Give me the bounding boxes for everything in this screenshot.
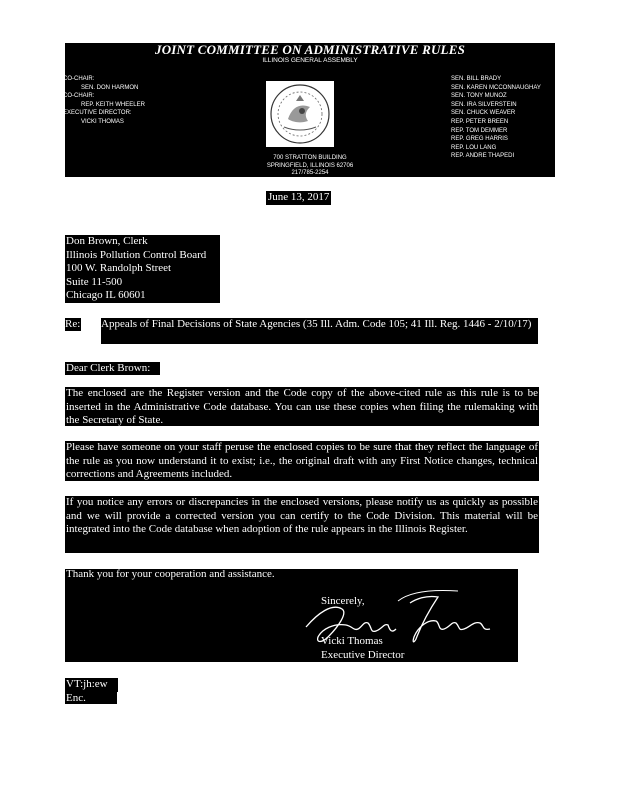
re-label: Re: — [65, 318, 81, 330]
member-name: REP. ANDRE THAPEDI — [451, 153, 515, 160]
recipient-city: Chicago IL 60601 — [66, 289, 146, 302]
address-line: SPRINGFIELD, ILLINOIS 62706 — [266, 162, 354, 169]
member-name: REP. GREG HARRIS — [451, 136, 508, 143]
signer-name: Vicki Thomas — [321, 635, 383, 647]
typist-initials: VT:jh:ew — [65, 678, 118, 692]
body-paragraph: The enclosed are the Register version and the Code copy of the above-cited rule as this rule is to be inserted in the Administrative Code database. You can use these copies when filing the rulemaking with the Secretary of State. — [66, 387, 538, 427]
recipient-org: Illinois Pollution Control Board — [66, 248, 207, 261]
body-paragraph: If you notice any errors or discrepancies in the enclosed versions, please notify us as quickly as possible and we will provide a corrected version you can certify to the Code Division. This material will be integrated into the Code database when adoption of the rule appears in the Illinois Register. — [65, 496, 539, 553]
cochair-name: SEN. DON HARMON — [81, 84, 139, 91]
sincerely-line: Sincerely, — [321, 595, 365, 607]
member-name: REP. LOU LANG — [451, 144, 497, 151]
director-name: VICKI THOMAS — [81, 118, 124, 125]
enclosure-note: Enc. — [65, 692, 117, 704]
recipient-street: 100 W. Randolph Street — [66, 262, 172, 275]
members-list — [451, 75, 541, 161]
thanks-line: Thank you for your cooperation and assistance. — [66, 568, 275, 580]
letterhead — [65, 43, 555, 177]
member-name: REP. TOM DEMMER — [451, 127, 508, 134]
letter-date: June 13, 2017 — [268, 191, 330, 203]
salutation: Dear Clerk Brown: — [65, 362, 160, 375]
member-name: SEN. KAREN MCCONNAUGHAY — [451, 84, 541, 91]
body-paragraph: Please have someone on your staff peruse the enclosed copies to be sure that they reflect the language of the rule as you now understand it to exist; i.e., the original draft with any First Notice changes, technical corrections and Agreements included. — [66, 441, 538, 481]
director-label: EXECUTIVE DIRECTOR: — [63, 110, 132, 117]
member-name: SEN. CHUCK WEAVER — [451, 110, 516, 117]
closing-block — [65, 569, 518, 662]
member-name: SEN. IRA SILVERSTEIN — [451, 101, 517, 108]
cochair-label: CO-CHAIR: — [63, 93, 95, 100]
assembly-name: ILLINOIS GENERAL ASSEMBLY — [262, 57, 358, 64]
committee-title: JOINT COMMITTEE ON ADMINISTRATIVE RULES — [155, 42, 465, 57]
recipient-name: Don Brown, Clerk — [66, 235, 148, 247]
cochair-name: REP. KEITH WHEELER — [81, 101, 145, 108]
recipient-address — [65, 235, 220, 303]
state-seal-icon — [266, 81, 334, 147]
committee-address — [65, 155, 555, 178]
phone-number: 217/785-2254 — [291, 170, 329, 177]
member-name: SEN. TONY MUNOZ — [451, 93, 507, 100]
signer-title: Executive Director — [321, 649, 405, 661]
cochair-label: CO-CHAIR: — [63, 76, 95, 82]
member-name: REP. PETER BREEN — [451, 118, 509, 125]
address-line: 700 STRATTON BUILDING — [273, 155, 347, 161]
officers-list — [63, 75, 145, 127]
recipient-suite: Suite 11-500 — [66, 275, 123, 288]
member-name: SEN. BILL BRADY — [451, 76, 502, 82]
re-subject: Appeals of Final Decisions of State Agencies (35 Ill. Adm. Code 105; 41 Ill. Reg. 1446 - 2/10/17) — [101, 318, 538, 344]
